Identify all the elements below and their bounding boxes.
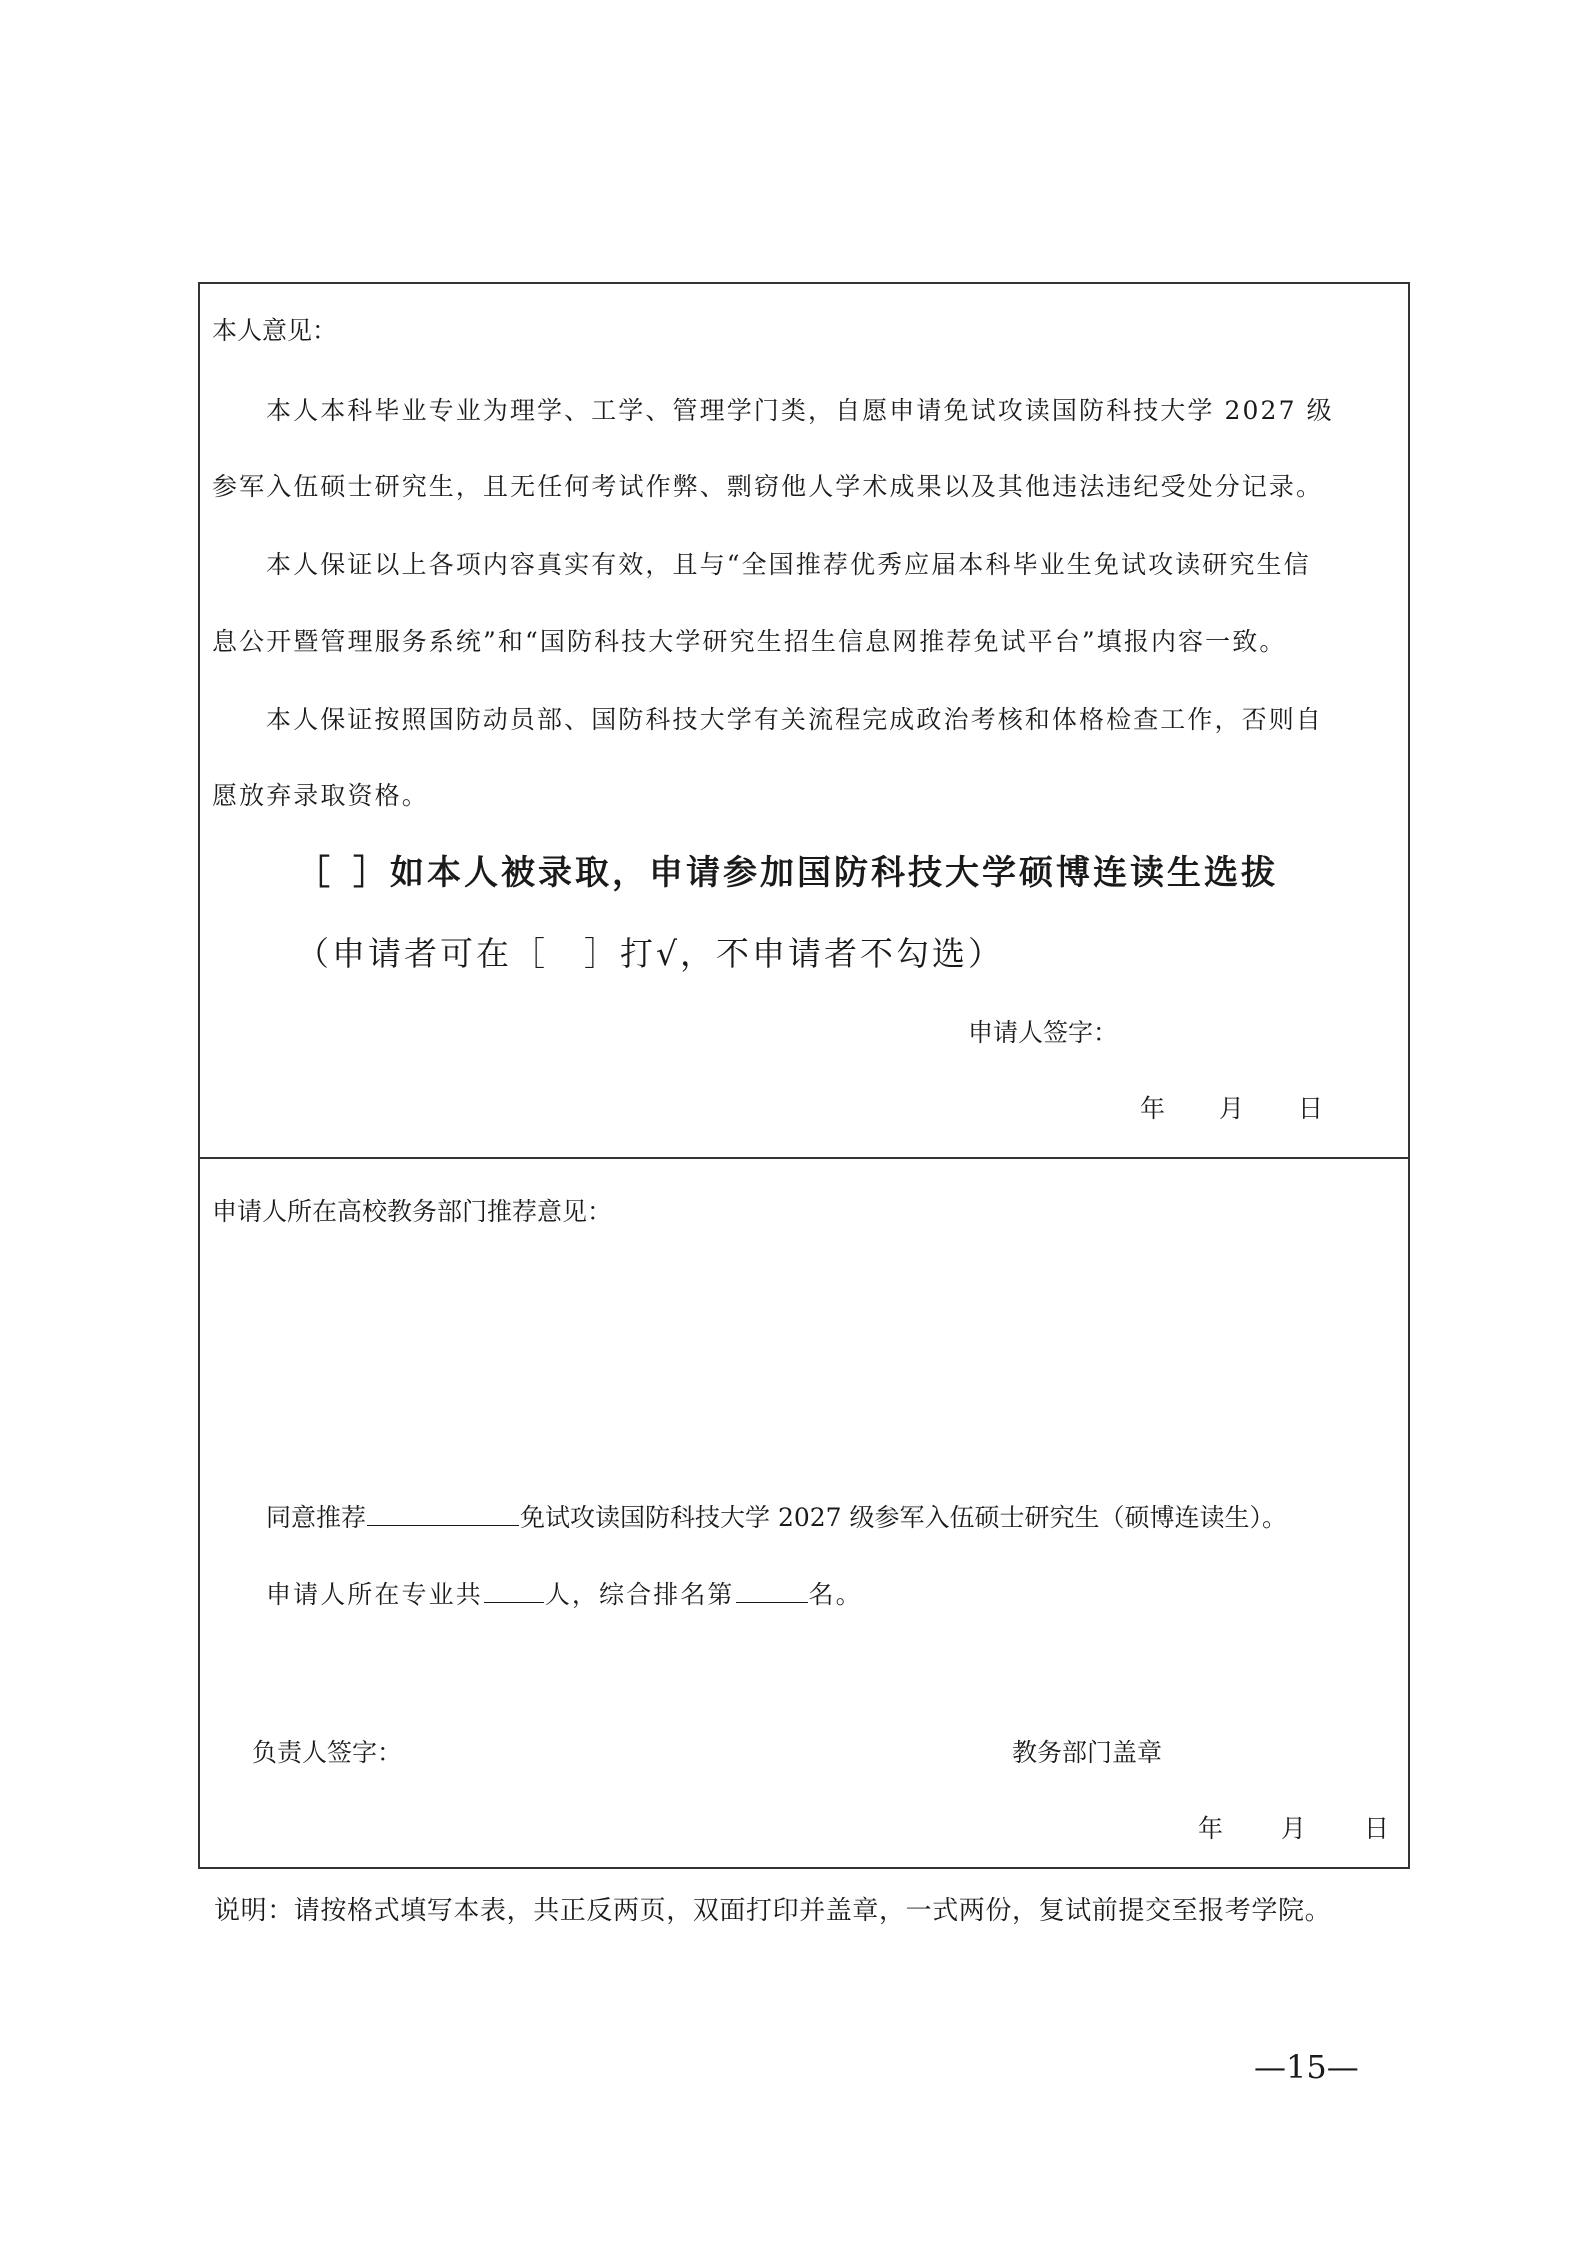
recommend-suffix: 免试攻读国防科技大学 2027 级参军入伍硕士研究生（硕博连读生）。 <box>520 1503 1288 1532</box>
phd-option-hint: （申请者可在［ ］打√，不申请者不勾选） <box>296 934 1005 973</box>
year-label: 年 <box>1140 1094 1166 1123</box>
rank-blank[interactable] <box>736 1580 808 1603</box>
checkbox-bracket-left: ［ <box>296 853 333 893</box>
applicant-signature-label: 申请人签字： <box>968 1018 1119 1047</box>
major-count-blank[interactable] <box>484 1580 544 1603</box>
statement-p3-line2: 愿放弃录取资格。 <box>212 781 429 810</box>
rank-suffix: 名。 <box>808 1580 863 1609</box>
section1-heading: 本人意见： <box>212 316 338 345</box>
form-note: 说明：请按格式填写本表，共正反两页，双面打印并盖章，一式两份，复试前提交至报考学院。 <box>214 1896 1332 1926</box>
section2-heading: 申请人所在高校教务部门推荐意见： <box>212 1197 613 1226</box>
leader-signature-label: 负责人签字： <box>252 1738 403 1767</box>
rank-line <box>266 1580 863 1610</box>
recommend-prefix: 同意推荐 <box>266 1503 367 1532</box>
day-label: 日 <box>1364 1814 1390 1843</box>
form-table <box>198 282 1410 1869</box>
date-line-2 <box>1198 1814 1389 1844</box>
day-label: 日 <box>1298 1094 1324 1123</box>
phd-option-checkbox[interactable] <box>296 852 1278 894</box>
statement-p3-line1: 本人保证按照国防动员部、国防科技大学有关流程完成政治考核和体格检查工作，否则自 <box>266 705 1323 734</box>
statement-p2-line2: 息公开暨管理服务系统”和“国防科技大学研究生招生信息网推荐免试平台”填报内容一致。 <box>212 627 1287 656</box>
date-line-1 <box>1140 1094 1323 1124</box>
recommend-name-blank[interactable] <box>367 1503 519 1526</box>
section-divider <box>198 1157 1410 1159</box>
phd-option-text: 如本人被录取，申请参加国防科技大学硕博连读生选拔 <box>390 853 1278 893</box>
stamp-label: 教务部门盖章 <box>1012 1738 1163 1767</box>
page-number: —15— <box>1254 2048 1359 2086</box>
year-label: 年 <box>1198 1814 1224 1843</box>
month-label: 月 <box>1219 1094 1245 1123</box>
statement-p2-line1: 本人保证以上各项内容真实有效，且与“全国推荐优秀应届本科毕业生免试攻读研究生信 <box>266 550 1311 579</box>
month-label: 月 <box>1281 1814 1307 1843</box>
statement-p1-line2: 参军入伍硕士研究生，且无任何考试作弊、剽窃他人学术成果以及其他违法违纪受处分记录。 <box>212 472 1324 501</box>
rank-prefix: 申请人所在专业共 <box>266 1580 483 1609</box>
rank-mid: 人，综合排名第 <box>544 1580 735 1609</box>
checkbox-bracket-right: ］ <box>353 853 390 893</box>
statement-p1-line1: 本人本科毕业专业为理学、工学、管理学门类，自愿申请免试攻读国防科技大学 2027 级 <box>266 396 1334 425</box>
recommend-line <box>266 1503 1287 1533</box>
